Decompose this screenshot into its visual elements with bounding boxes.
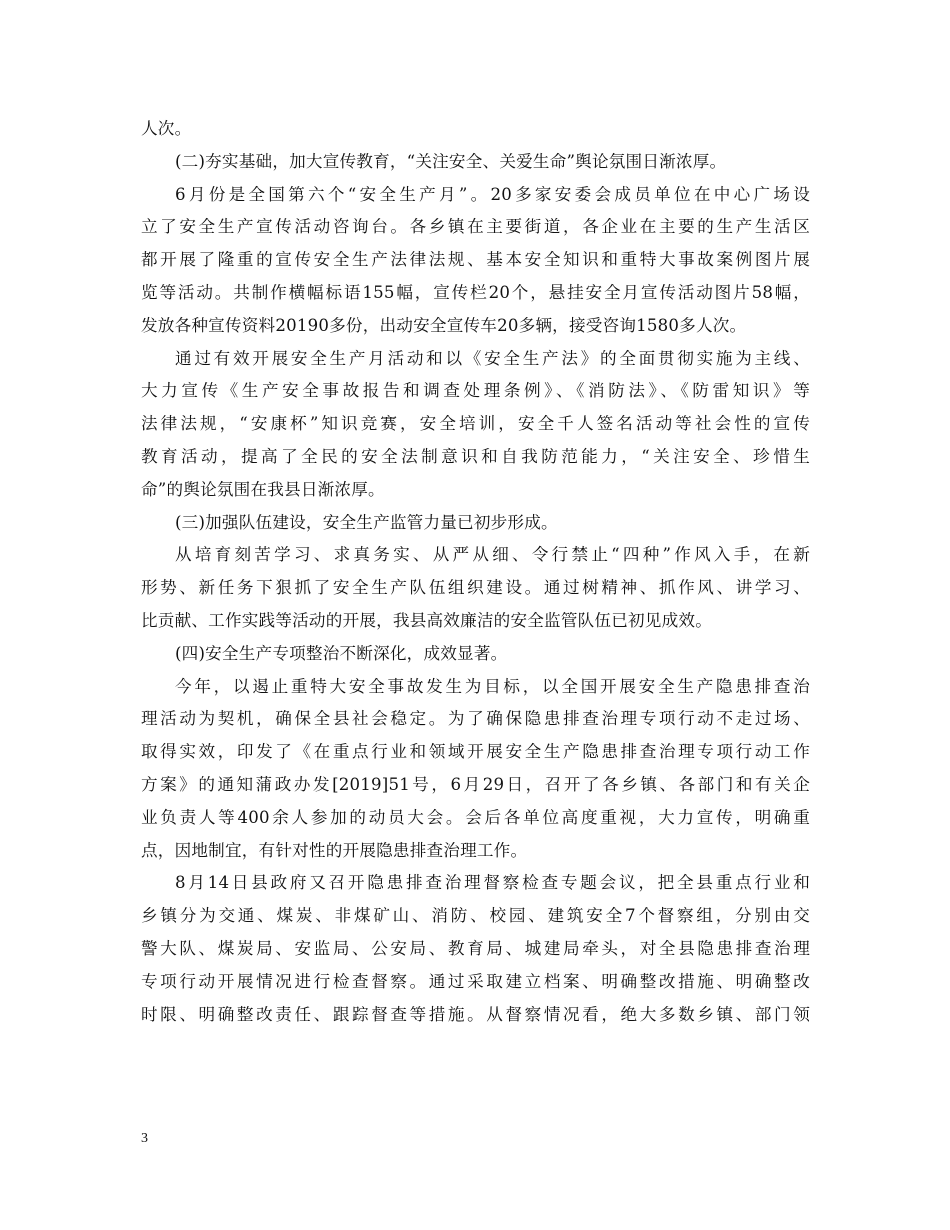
text-line: 比贡献、工作实践等活动的开展，我县高效廉洁的安全监管队伍已初见成效。 [141, 610, 712, 630]
text-line: 从培育刻苦学习、求真务实、从严从细、令行禁止“四种”作风入手，在新 [175, 545, 810, 565]
document-body [141, 113, 810, 1031]
text-line: 立了安全生产宣传活动咨询台。各乡镇在主要街道，各企业在主要的生产生活区 [141, 217, 810, 237]
text-line: 8月14日县政府又召开隐患排查治理督察检查专题会议，把全县重点行业和 [175, 873, 810, 893]
text-line: 发放各种宣传资料20190多份，出动安全宣传车20多辆，接受咨询1580多人次。 [141, 315, 747, 335]
text-line: 法律法规，“安康杯”知识竞赛，安全培训，安全千人签名活动等社会性的宣传 [141, 414, 810, 434]
text-line: 命”的舆论氛围在我县日渐浓厚。 [141, 479, 385, 499]
text-line: 通过有效开展安全生产月活动和以《安全生产法》的全面贯彻实施为主线、 [175, 348, 810, 368]
text-line: (三)加强队伍建设，安全生产监管力量已初步形成。 [175, 512, 558, 532]
text-line: 6月份是全国第六个“安全生产月”。20多家安委会成员单位在中心广场设 [175, 184, 810, 204]
text-line: 都开展了隆重的宣传安全生产法律法规、基本安全知识和重特大事故案例图片展 [141, 250, 810, 270]
text-line: 业负责人等400余人参加的动员大会。会后各单位高度重视，大力宣传，明确重 [141, 807, 810, 827]
page-number: 3 [141, 1131, 148, 1146]
text-line: (二)夯实基础，加大宣传教育，“关注安全、关爱生命”舆论氛围日渐浓厚。 [175, 151, 727, 171]
text-line: 时限、明确整改责任、跟踪督查等措施。从督察情况看，绝大多数乡镇、部门领 [141, 1004, 810, 1024]
text-line: 乡镇分为交通、煤炭、非煤矿山、消防、校园、建筑安全7个督察组，分别由交 [141, 906, 810, 926]
text-line: 警大队、煤炭局、安监局、公安局、教育局、城建局牵头，对全县隐患排查治理 [141, 938, 810, 958]
text-line: 理活动为契机，确保全县社会稳定。为了确保隐患排查治理专项行动不走过场、 [141, 709, 810, 729]
text-line: 览等活动。共制作横幅标语155幅，宣传栏20个，悬挂安全月宣传活动图片58幅， [141, 282, 810, 302]
text-line: 取得实效，印发了《在重点行业和领域开展安全生产隐患排查治理专项行动工作 [141, 742, 810, 762]
text-line: 今年，以遏止重特大安全事故发生为目标，以全国开展安全生产隐患排查治 [175, 676, 810, 696]
text-line: 大力宣传《生产安全事故报告和调查处理条例》、《消防法》、《防雷知识》等 [141, 381, 810, 401]
text-line: 教育活动，提高了全民的安全法制意识和自我防范能力，“关注安全、珍惜生 [141, 446, 810, 466]
text-line: 专项行动开展情况进行检查督察。通过采取建立档案、明确整改措施、明确整改 [141, 971, 810, 991]
text-line: 方案》的通知蒲政办发[2019]51号，6月29日，召开了各乡镇、各部门和有关企 [141, 774, 810, 794]
text-line: 人次。 [141, 119, 192, 138]
text-line: 点，因地制宜，有针对性的开展隐患排查治理工作。 [141, 840, 528, 860]
text-line: 形势、新任务下狠抓了安全生产队伍组织建设。通过树精神、抓作风、讲学习、 [141, 578, 810, 598]
text-line: (四)安全生产专项整治不断深化，成效显著。 [175, 643, 508, 663]
